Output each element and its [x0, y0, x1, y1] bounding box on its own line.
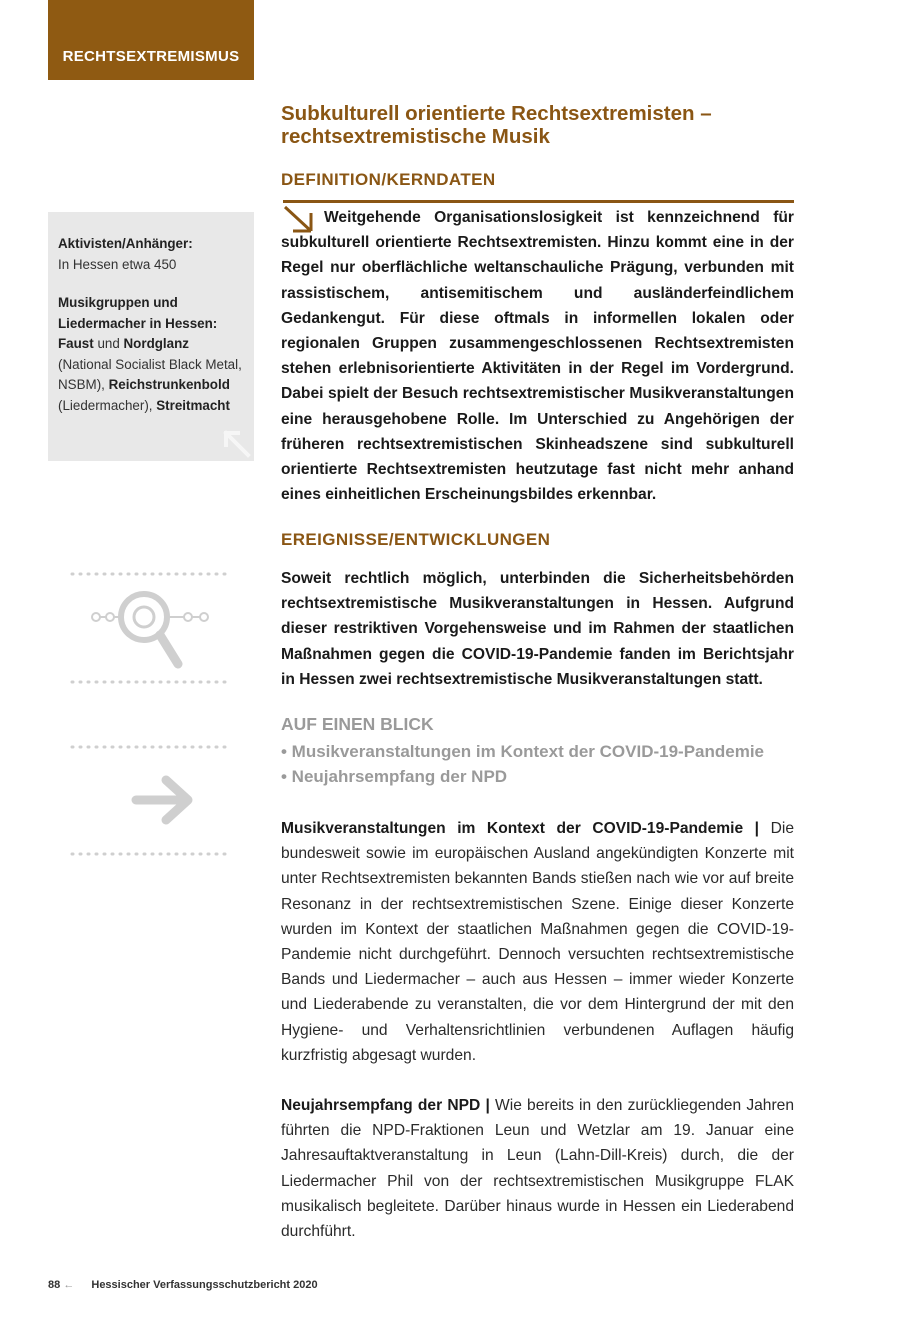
key-facts-box — [48, 212, 254, 461]
and-word: und — [93, 336, 124, 351]
group-reichstrunkenbold-note: (Liedermacher), — [58, 397, 157, 413]
groups-label: Musikgruppen und Liedermacher in Hessen: — [58, 295, 218, 331]
group-faust: Faust — [58, 336, 94, 351]
activists-count: 450 — [154, 256, 177, 272]
page-number: 88 — [48, 1279, 61, 1291]
group-streitmacht: Streitmacht — [156, 397, 230, 413]
definition-heading: DEFINITION/KERNDATEN — [281, 170, 496, 189]
section-body: Wie bereits in den zurückliegenden Jahren führten die NPD-Fraktionen Leun und Wetzlar am 19. Januar eine Jahresauftaktveranstaltung in Leun (Lahn-Dill-Kreis) durch, die der Liedermacher Phil von der rechtsextremistischen Musikgruppe FLAK musikalisch begleitete. Darüber hinaus wurde in Hessen ein Liederabend durchführt. — [281, 1097, 794, 1241]
magnifier-icon — [70, 566, 230, 690]
activists-label: Aktivisten/Anhänger: — [58, 236, 193, 251]
section-lead: Neujahrsempfang der NPD | — [281, 1097, 496, 1114]
list-item: • Musikveranstaltungen im Kontext der COVID-19-Pandemie — [281, 742, 765, 761]
group-nordglanz: Nordglanz — [123, 336, 189, 351]
report-title: Hessischer Verfassungsschutzbericht 2020 — [91, 1279, 318, 1291]
back-arrow-icon[interactable]: ← — [63, 1279, 75, 1291]
right-arrow-icon — [70, 740, 230, 860]
section-lead: Musikveranstaltungen im Kontext der COVID-19-Pandemie | — [281, 820, 771, 837]
at-a-glance-heading: AUF EINEN BLICK — [281, 714, 434, 734]
section-npd-reception — [281, 1093, 794, 1244]
definition-rule — [283, 200, 794, 203]
expand-arrow-icon — [222, 429, 252, 459]
groups-block — [58, 293, 244, 416]
section-body: Die bundesweit sowie im europäischen Ausland angekündigten Konzerte mit unter Rechtsextremisten bekannten Bands stießen nach wie vor auf breite Resonanz in der rechtsextremistischen Szene. Einige dieser Konzerte wurden im Kontext der staatlichen Maßnahmen gegen die COVID-19-Pandemie nicht durchgeführt. Dennoch versuchten rechtsextremistische Bands und Liedermacher – auch aus Hessen – immer wieder Konzerte und Liederabende zu veranstalten, die vor dem Hintergrund der mit den Hygiene- und Verhaltensrichtlinien verbundenen Auflagen häufig kurzfristig abgesagt wurden. — [281, 820, 794, 1064]
activists-value — [58, 255, 244, 276]
page-footer — [48, 1279, 318, 1291]
at-a-glance-list — [281, 739, 764, 789]
section-covid-concerts — [281, 816, 794, 1068]
activists-prefix: In Hessen etwa — [58, 256, 155, 272]
group-reichstrunkenbold: Reichstrunkenbold — [108, 377, 230, 392]
page-title: Subkulturell orientierte Rechtsextremisten – rechtsextremistische Musik — [281, 102, 712, 148]
section-tab: RECHTSEXTREMISMUS — [48, 0, 254, 80]
activists-block — [58, 234, 244, 275]
definition-text: Weitgehende Organisationslosigkeit ist kennzeichnend für subkulturell orientierte Rechtsextremisten. Hinzu kommt eine in der Regel nur oberflächliche weltanschauliche Prägung, verbunden mit rassistischem, antisemitischem und ausländerfeindlichem Gedankengut. Für diese oftmals in informellen lokalen oder regionalen Gruppen zusammengeschlossenen Rechtsextremisten stehen erlebnisorientierte Aktivitäten in der Regel im Vordergrund. Dabei spielt der Besuch rechtsextremistischer Musikveranstaltungen eine herausgehobene Rolle. Im Unterschied zu Angehörigen der früheren rechtsextremistischen Skinheadszene sind subkulturell orientierte Rechtsextremisten heutzutage fast nicht mehr anhand eines einheitlichen Erscheinungsbildes erkennbar. — [281, 209, 794, 504]
events-text: Soweit rechtlich möglich, unterbinden die Sicherheitsbehörden rechtsextremistische Musikveranstaltungen in Hessen. Aufgrund dieser restriktiven Vorgehensweise und im Rahmen der staatlichen Maßnahmen gegen die COVID-19-Pandemie fanden im Berichtsjahr in Hessen zwei rechtsextremistische Musikveranstaltungen statt. — [281, 570, 794, 688]
group-nordglanz-note: (National Socialist Black Metal, NSBM), — [58, 356, 242, 392]
events-heading: EREIGNISSE/ENTWICKLUNGEN — [281, 530, 551, 549]
list-item: • Neujahrsempfang der NPD — [281, 767, 508, 786]
groups-list — [58, 334, 244, 416]
